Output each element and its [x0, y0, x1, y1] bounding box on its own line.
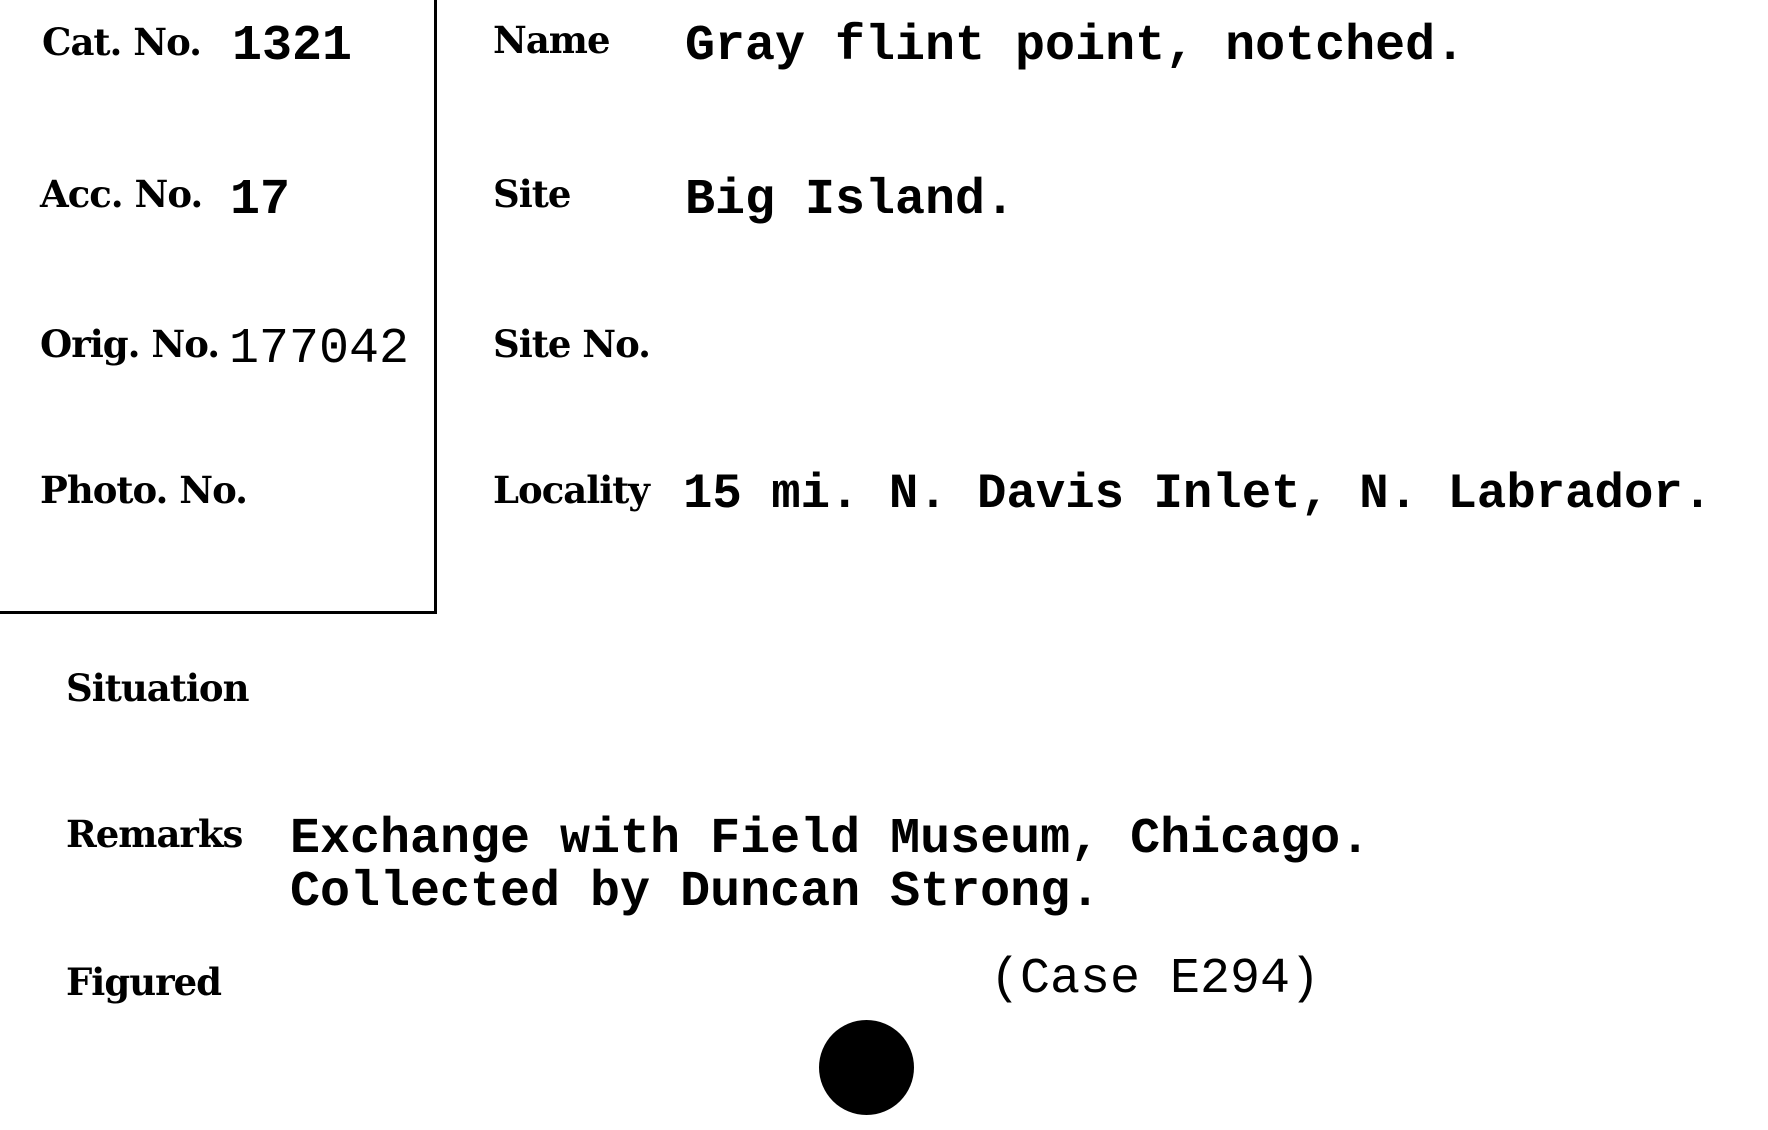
acc-no-label: Acc. No.	[40, 172, 203, 216]
figured-label: Figured	[66, 960, 222, 1004]
number-box	[0, 0, 437, 614]
remarks-line-2: Collected by Duncan Strong.	[290, 864, 1101, 921]
remarks-line-1: Exchange with Field Museum, Chicago.	[290, 811, 1371, 868]
remarks-label: Remarks	[66, 812, 243, 856]
punch-hole	[819, 1020, 914, 1115]
locality-label: Locality	[493, 468, 649, 512]
site-label: Site	[493, 172, 571, 216]
site-no-label: Site No.	[493, 322, 651, 366]
cat-no-label: Cat. No.	[42, 20, 202, 64]
situation-label: Situation	[66, 666, 249, 710]
acc-no-value: 17	[230, 172, 291, 229]
locality-value: 15 mi. N. Davis Inlet, N. Labrador.	[683, 466, 1713, 522]
orig-no-label: Orig. No.	[40, 322, 220, 366]
site-value: Big Island.	[685, 172, 1016, 229]
name-value: Gray flint point, notched.	[685, 18, 1466, 75]
case-number: (Case E294)	[990, 951, 1321, 1008]
orig-no-value: 177042	[229, 321, 410, 378]
name-label: Name	[493, 18, 610, 62]
cat-no-value: 1321	[232, 18, 353, 75]
photo-no-label: Photo. No.	[40, 468, 248, 512]
